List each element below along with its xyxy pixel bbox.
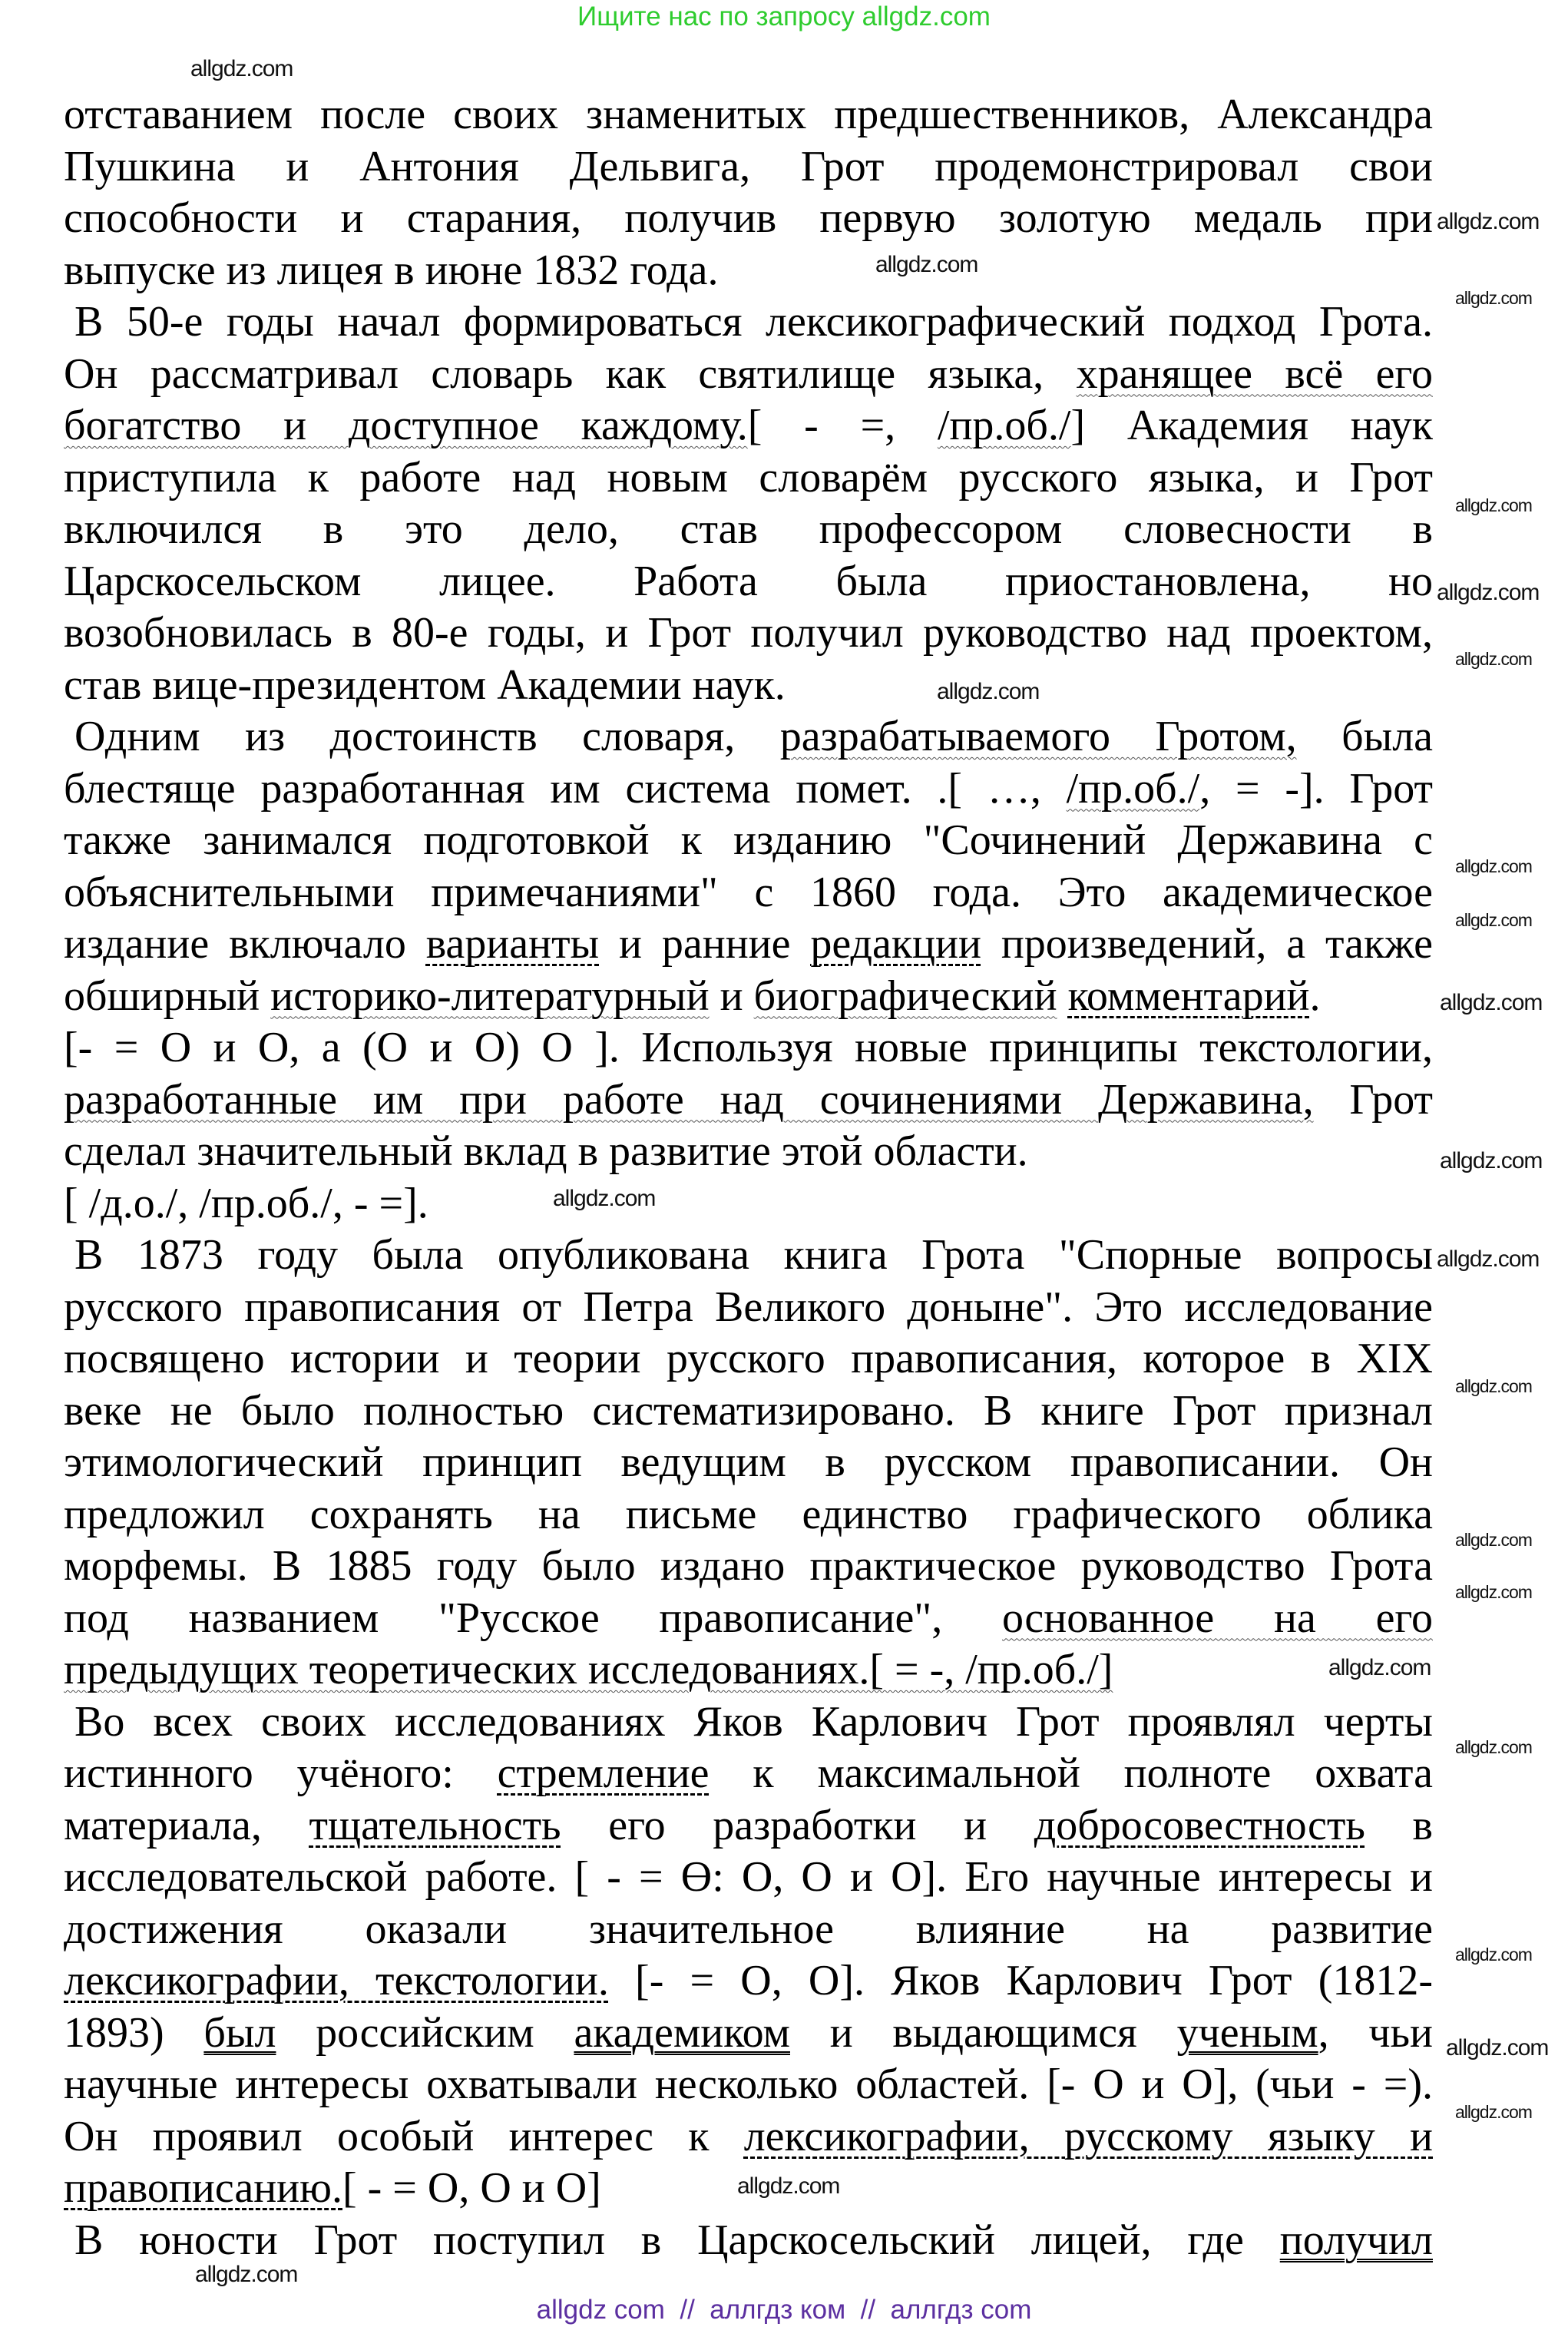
- text-line: [64, 141, 1433, 194]
- underlined-text: правописанию.: [64, 2164, 342, 2212]
- text-segment: русского правописания от Петра Великого доныне". Это исследование: [64, 1283, 1433, 1331]
- underlined-text: получил: [1279, 2216, 1433, 2264]
- text-line: [64, 193, 1433, 245]
- watermark: allgdz.com: [737, 2173, 840, 2199]
- text-segment: была: [1296, 713, 1434, 760]
- text-line: [64, 2008, 1433, 2060]
- text-segment: научные интересы охватывали несколько областей. [- О и О], (чьи - =).: [64, 2061, 1433, 2108]
- text-segment: Он проявил особый интерес к: [64, 2112, 744, 2160]
- text-segment: Он рассматривал словарь как святилище языка,: [64, 349, 1077, 398]
- watermark: allgdz.com: [1455, 856, 1532, 876]
- text-line: [64, 1437, 1433, 1489]
- text-line: [64, 1644, 1113, 1696]
- watermark: allgdz.com: [1437, 1246, 1540, 1272]
- underlined-text: был: [203, 2008, 276, 2057]
- text-segment: обширный: [64, 972, 271, 1020]
- text-segment: этимологический принцип ведущим в русском правописании. Он: [64, 1438, 1433, 1486]
- text-line: [64, 660, 786, 712]
- text-segment: [ - = О, О и О]: [342, 2164, 601, 2212]
- text-segment: посвящено истории и теории русского правописания, которое в XIX: [64, 1335, 1433, 1382]
- text-segment: способности и старания, получив первую золотую медаль при: [64, 194, 1433, 242]
- text-line: [64, 504, 1433, 556]
- text-segment: 1893): [64, 2008, 204, 2057]
- text-line: [64, 1489, 1433, 1541]
- text-segment: В 50-е годы начал формироваться лексикографический подход Грота.: [74, 298, 1433, 346]
- underlined-text: /пр.об./: [937, 402, 1071, 449]
- watermark: allgdz.com: [1455, 2102, 1532, 2122]
- watermark: allgdz.com: [937, 679, 1040, 704]
- text-segment: к максимальной полноте охвата: [709, 1749, 1433, 1797]
- text-segment: блестяще разработанная им система помет. .[ …,: [64, 764, 1067, 813]
- underlined-text: редакции: [810, 920, 981, 968]
- text-segment: Царскосельском лицее. Работа была приостановлена, но: [64, 557, 1433, 605]
- text-segment: , чьи: [1318, 2008, 1434, 2057]
- text-segment: выпуске из лицея в июне 1832 года.: [64, 246, 719, 294]
- watermark: allgdz.com: [1455, 649, 1532, 669]
- text-segment: также занимался подготовкой к изданию "Сочинений Державина с: [64, 816, 1433, 864]
- text-segment: и: [709, 972, 754, 1020]
- watermark: allgdz.com: [1455, 495, 1532, 515]
- footer-banner: allgdz com // аллгдз ком // аллгдз com: [536, 2295, 1032, 2325]
- text-segment: веке не было полностью систематизировано. В книге Грот признал: [64, 1386, 1433, 1435]
- text-line: [64, 1230, 1433, 1282]
- text-segment: включился в это дело, став профессором словесности в: [64, 505, 1433, 553]
- text-segment: исследовательской работе. [ - = Ө: О, О и О]. Его научные интересы и: [64, 1853, 1433, 1901]
- text-segment: его разработки и: [561, 1801, 1034, 1849]
- text-line: [64, 1541, 1433, 1593]
- watermark: allgdz.com: [553, 1186, 656, 1211]
- underlined-text: разрабатываемого Гротом,: [779, 713, 1297, 760]
- text-line: [64, 2111, 1433, 2163]
- text-segment: , = -]. Грот: [1199, 764, 1433, 813]
- text-line: [64, 89, 1433, 141]
- watermark: allgdz.com: [1440, 1148, 1543, 1173]
- text-segment: [- = О и О, а (О и О) О ]. Используя новые принципы текстологии,: [64, 1024, 1433, 1071]
- search-banner: Ищите нас по запросу allgdz.com: [577, 2, 991, 31]
- text-line: [64, 1852, 1433, 1904]
- text-segment: отставанием после своих знаменитых предшественников, Александра: [64, 91, 1433, 138]
- underlined-text: стремление: [497, 1749, 710, 1797]
- underlined-text: предыдущих теоретических исследованиях.[ = -, /пр.об./]: [64, 1646, 1113, 1693]
- text-segment: Одним из достоинств словаря,: [74, 713, 780, 760]
- text-segment: Грот: [1313, 1075, 1433, 1124]
- watermark: allgdz.com: [1455, 1737, 1532, 1757]
- text-line: [64, 2059, 1433, 2111]
- underlined-text: ученым: [1176, 2008, 1318, 2057]
- underlined-text: богатство и доступное каждому.: [64, 402, 748, 449]
- text-segment: [ /д.о./, /пр.об./, - =].: [64, 1179, 428, 1227]
- watermark: allgdz.com: [875, 252, 978, 277]
- text-segment: .: [1309, 972, 1321, 1020]
- underlined-text: варианты: [425, 920, 600, 968]
- text-segment: В 1873 году была опубликована книга Грота "Спорные вопросы: [74, 1231, 1433, 1279]
- text-segment: и выдающимся: [790, 2008, 1177, 2057]
- underlined-text: основанное на его: [1002, 1594, 1433, 1642]
- watermark: allgdz.com: [1437, 580, 1540, 605]
- watermark: allgdz.com: [190, 56, 293, 81]
- text-segment: в: [1365, 1801, 1433, 1849]
- text-line: [64, 1385, 1433, 1438]
- text-segment: ] Академия наук: [1070, 402, 1433, 449]
- text-line: [64, 1904, 1433, 1956]
- text-segment: достижения оказали значительное влияние на развитие: [64, 1905, 1433, 1953]
- watermark: allgdz.com: [1455, 910, 1532, 930]
- underlined-text: добросовестность: [1034, 1801, 1365, 1849]
- underlined-text: комментарий: [1067, 972, 1310, 1020]
- text-line: [64, 1696, 1433, 1749]
- watermark: allgdz.com: [195, 2262, 298, 2287]
- text-segment: истинного учёного:: [64, 1749, 498, 1797]
- text-line: [64, 711, 1433, 763]
- watermark: allgdz.com: [1455, 1530, 1532, 1550]
- watermark: allgdz.com: [1328, 1655, 1431, 1680]
- text-segment: издание включало: [64, 920, 426, 968]
- text-segment: морфемы. В 1885 году было издано практическое руководство Грота: [64, 1542, 1433, 1590]
- text-line: [64, 349, 1433, 401]
- text-segment: [1057, 972, 1068, 1020]
- text-line: [64, 452, 1433, 505]
- text-line: [64, 919, 1433, 971]
- watermark: allgdz.com: [1455, 288, 1532, 308]
- underlined-text: лексикографии, текстологии.: [64, 1957, 609, 2004]
- underlined-text: тщательность: [309, 1801, 561, 1849]
- text-segment: российским: [276, 2008, 574, 2057]
- text-line: [64, 2163, 601, 2215]
- text-line: [64, 867, 1433, 919]
- text-segment: Во всех своих исследованиях Яков Карлович Грот проявлял черты: [74, 1697, 1433, 1746]
- underlined-text: разработанные им при работе над сочинениями Державина,: [64, 1075, 1314, 1124]
- text-segment: материала,: [64, 1801, 309, 1849]
- watermark: allgdz.com: [1446, 2035, 1549, 2061]
- text-line: [64, 1593, 1433, 1645]
- underlined-text: /пр.об./: [1066, 764, 1200, 813]
- text-line: [64, 971, 1321, 1023]
- text-line: [64, 763, 1433, 816]
- text-line: [64, 1022, 1433, 1074]
- text-segment: произведений, а также: [981, 920, 1433, 968]
- text-segment: Пушкина и Антония Дельвига, Грот продемонстрировал свои: [64, 142, 1433, 190]
- text-line: [64, 245, 719, 297]
- text-line: [64, 296, 1433, 349]
- underlined-text: хранящее всё его: [1076, 349, 1433, 398]
- underlined-text: биографический: [753, 972, 1057, 1020]
- document-body: [64, 89, 1433, 2266]
- text-segment: приступила к работе над новым словарём русского языка, и Грот: [64, 453, 1433, 501]
- watermark: allgdz.com: [1455, 1582, 1532, 1602]
- text-line: [64, 1955, 1433, 2008]
- text-line: [64, 2215, 1433, 2267]
- text-segment: под названием "Русское правописание",: [64, 1594, 1003, 1642]
- text-segment: сделал значительный вклад в развитие этой области.: [64, 1127, 1028, 1175]
- text-line: [64, 1178, 428, 1230]
- text-segment: [ - =,: [747, 402, 938, 449]
- text-line: [64, 1800, 1433, 1852]
- watermark: allgdz.com: [1455, 1376, 1532, 1396]
- text-line: [64, 1074, 1433, 1127]
- text-segment: В юности Грот поступил в Царскосельский лицей, где: [74, 2216, 1280, 2264]
- text-segment: объяснительными примечаниями" с 1860 года. Это академическое: [64, 868, 1433, 916]
- text-line: [64, 815, 1433, 867]
- text-segment: и ранние: [599, 920, 811, 968]
- text-segment: став вице-президентом Академии наук.: [64, 660, 786, 709]
- watermark: allgdz.com: [1440, 990, 1543, 1015]
- text-segment: возобновилась в 80-е годы, и Грот получил руководство над проектом,: [64, 609, 1433, 657]
- text-line: [64, 556, 1433, 608]
- text-segment: предложил сохранять на письме единство графического облика: [64, 1490, 1433, 1538]
- text-segment: [- = О, О]. Яков Карлович Грот (1812-: [608, 1957, 1433, 2004]
- underlined-text: академиком: [574, 2008, 790, 2057]
- watermark: allgdz.com: [1455, 1945, 1532, 1965]
- text-line: [64, 1333, 1433, 1385]
- watermark: allgdz.com: [1437, 209, 1540, 234]
- text-line: [64, 1126, 1028, 1178]
- text-line: [64, 607, 1433, 660]
- underlined-text: историко-литературный: [270, 972, 710, 1020]
- text-line: [64, 1282, 1433, 1334]
- text-line: [64, 400, 1433, 452]
- text-line: [64, 1748, 1433, 1800]
- underlined-text: лексикографии, русскому языку и: [743, 2112, 1433, 2160]
